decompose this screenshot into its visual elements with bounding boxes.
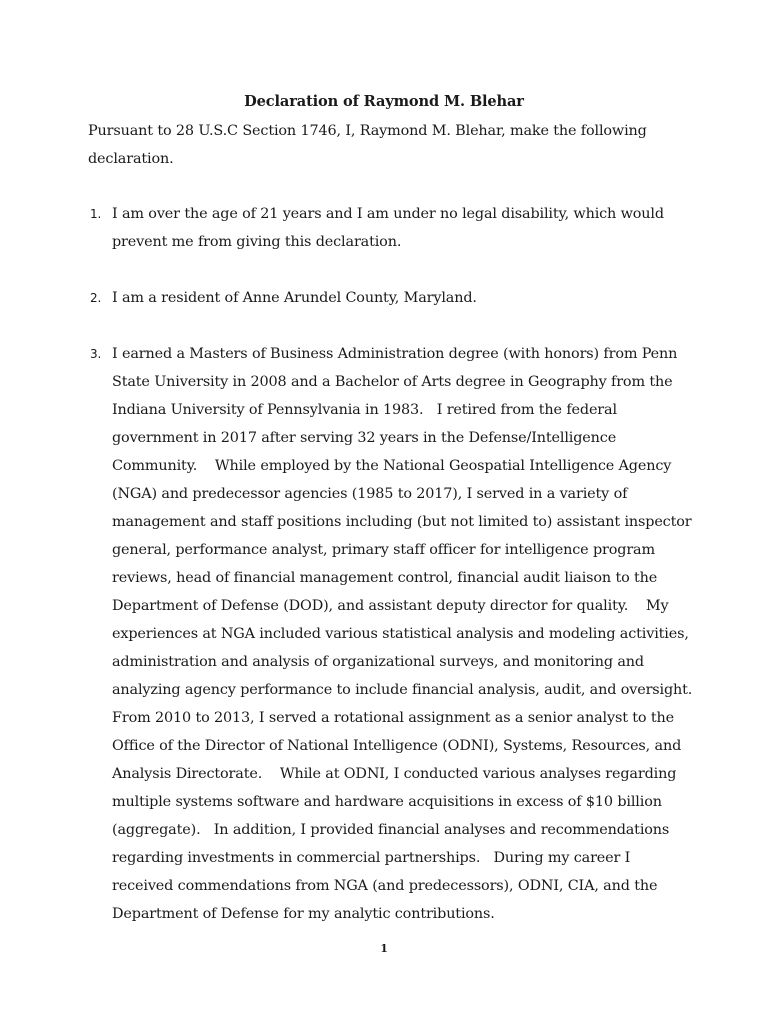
item-line: (NGA) and predecessor agencies (1985 to 2017), I served in a variety of [112,486,628,502]
item-line: Department of Defense (DOD), and assistant deputy director for quality. My [112,598,669,614]
numbered-item-1 [88,200,668,256]
item-line: analyzing agency performance to include financial analysis, audit, and oversight. [112,682,693,698]
item-text [112,340,693,928]
item-line: I am over the age of 21 years and I am under no legal disability, which would [112,206,664,222]
item-line: received commendations from NGA (and predecessors), ODNI, CIA, and the [112,878,658,894]
item-line: I earned a Masters of Business Administration degree (with honors) from Penn [112,346,678,362]
intro-line: declaration. [88,151,174,167]
item-text [112,284,668,312]
item-line: experiences at NGA included various statistical analysis and modeling activities, [112,626,689,642]
item-line: regarding investments in commercial partnerships. During my career I [112,850,631,866]
numbered-item-2 [88,284,668,312]
item-line: reviews, head of financial management control, financial audit liaison to the [112,570,658,586]
item-number: 1. [90,207,102,221]
item-number: 2. [90,291,102,305]
item-line: Indiana University of Pennsylvania in 1983. I retired from the federal [112,402,617,418]
item-line: I am a resident of Anne Arundel County, Maryland. [112,290,477,306]
item-line: government in 2017 after serving 32 years in the Defense/Intelligence [112,430,617,446]
intro-line: Pursuant to 28 U.S.C Section 1746, I, Raymond M. Blehar, make the following [88,123,647,139]
item-line: Department of Defense for my analytic contributions. [112,906,495,922]
item-line: Analysis Directorate. While at ODNI, I conducted various analyses regarding [112,766,677,782]
item-line: administration and analysis of organizational surveys, and monitoring and [112,654,644,670]
item-line: general, performance analyst, primary staff officer for intelligence program [112,542,655,558]
item-line: prevent me from giving this declaration. [112,234,402,250]
intro-paragraph [88,117,658,173]
numbered-item-3 [88,340,693,928]
document-title: Declaration of Raymond M. Blehar [244,93,524,110]
item-line: State University in 2008 and a Bachelor of Arts degree in Geography from the [112,374,673,390]
item-number: 3. [90,347,102,361]
item-line: (aggregate). In addition, I provided financial analyses and recommendations [112,822,670,838]
item-text [112,200,668,256]
item-line: multiple systems software and hardware acquisitions in excess of $10 billion [112,794,662,810]
item-line: From 2010 to 2013, I served a rotational assignment as a senior analyst to the [112,710,674,726]
page-number: 1 [380,942,388,955]
item-line: management and staff positions including (but not limited to) assistant inspector [112,514,692,530]
item-line: Community. While employed by the National Geospatial Intelligence Agency [112,458,672,474]
item-line: Office of the Director of National Intelligence (ODNI), Systems, Resources, and [112,738,682,754]
